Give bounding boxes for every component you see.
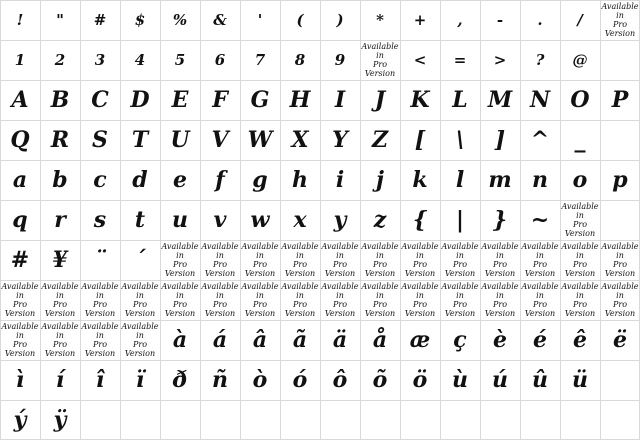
glyph-cell: q <box>12 207 28 233</box>
glyph-cell: ü <box>572 367 588 393</box>
glyph-cell: , <box>457 10 463 29</box>
glyph-cell: Y <box>332 127 348 153</box>
glyph-cell: w <box>250 207 270 233</box>
glyph-cell: n <box>532 167 548 193</box>
pro-version-placeholder: Available in Pro Version <box>561 242 599 278</box>
glyph-cell: ö <box>412 367 428 393</box>
glyph-cell: h <box>292 167 308 193</box>
pro-version-placeholder: Available in Pro Version <box>481 242 519 278</box>
glyph-cell: ë <box>613 327 627 353</box>
glyph-cell: ] <box>494 127 506 153</box>
glyph-cell: H <box>289 87 311 113</box>
glyph-cell: 9 <box>334 50 346 69</box>
glyph-cell: G <box>250 87 270 113</box>
glyph-cell: ¨ <box>94 247 106 273</box>
glyph-cell: F <box>212 87 228 113</box>
pro-version-placeholder: Available in Pro Version <box>321 242 359 278</box>
glyph-cell: ê <box>573 327 587 353</box>
pro-version-placeholder: Available in Pro Version <box>561 282 599 318</box>
glyph-cell: 6 <box>214 50 226 69</box>
glyph-cell: ã <box>292 327 308 353</box>
pro-version-placeholder: Available in Pro Version <box>41 322 79 358</box>
glyph-cell: 4 <box>134 50 146 69</box>
glyph-cell: ó <box>292 367 308 393</box>
glyph-cell: ì <box>15 367 25 393</box>
glyph-cell: î <box>95 367 105 393</box>
glyph-cell: t <box>134 207 146 233</box>
glyph-cell: p <box>612 167 628 193</box>
glyph-cell: g <box>252 167 268 193</box>
glyph-cell: y <box>333 207 347 233</box>
glyph-cell: í <box>55 367 65 393</box>
glyph-cell: V <box>211 127 229 153</box>
glyph-cell: > <box>493 50 507 69</box>
glyph-cell: $ <box>134 10 146 29</box>
pro-version-placeholder: Available in Pro Version <box>601 2 639 38</box>
glyph-cell: o <box>572 167 588 193</box>
pro-version-placeholder: Available in Pro Version <box>321 282 359 318</box>
glyph-cell: é <box>533 327 547 353</box>
glyph-cell: R <box>50 127 70 153</box>
glyph-cell: < <box>413 50 427 69</box>
glyph-cell: k <box>412 167 428 193</box>
pro-version-placeholder: Available in Pro Version <box>281 282 319 318</box>
glyph-cell: û <box>532 367 548 393</box>
glyph-cell: x <box>293 207 307 233</box>
pro-version-placeholder: Available in Pro Version <box>401 242 439 278</box>
pro-version-placeholder: Available in Pro Version <box>361 282 399 318</box>
glyph-cell: 1 <box>14 50 26 69</box>
glyph-cell: W <box>247 127 273 153</box>
pro-version-placeholder: Available in Pro Version <box>361 42 399 78</box>
glyph-cell: ý <box>13 407 27 433</box>
glyph-cell: / <box>577 10 583 29</box>
glyph-cell: ÿ <box>53 407 67 433</box>
glyph-cell: ú <box>492 367 508 393</box>
glyph-cell: I <box>334 87 346 113</box>
glyph-cell: a <box>12 167 28 193</box>
glyph-cell: b <box>52 167 68 193</box>
glyph-cell: ! <box>16 10 24 29</box>
glyph-cell: - <box>496 10 504 29</box>
glyph-cell: à <box>172 327 188 353</box>
glyph-cell: } <box>492 207 508 233</box>
glyph-cell: æ <box>409 327 431 353</box>
pro-version-placeholder: Available in Pro Version <box>601 282 639 318</box>
glyph-cell: & <box>213 10 227 29</box>
glyph-cell: 7 <box>254 50 266 69</box>
glyph-cell: s <box>93 207 107 233</box>
glyph-cell: r <box>54 207 66 233</box>
glyph-cell: 8 <box>294 50 306 69</box>
pro-version-placeholder: Available in Pro Version <box>41 282 79 318</box>
glyph-cell: ù <box>452 367 468 393</box>
glyph-cell: \ <box>455 127 465 153</box>
glyph-cell: i <box>335 167 345 193</box>
glyph-cell: @ <box>572 50 588 69</box>
glyph-cell: 5 <box>174 50 186 69</box>
glyph-cell: # <box>10 247 30 273</box>
glyph-cell: E <box>171 87 189 113</box>
pro-version-placeholder: Available in Pro Version <box>1 282 39 318</box>
glyph-cell: | <box>455 207 464 233</box>
pro-version-placeholder: Available in Pro Version <box>121 282 159 318</box>
pro-version-placeholder: Available in Pro Version <box>161 282 199 318</box>
glyph-cell: á <box>212 327 228 353</box>
pro-version-placeholder: Available in Pro Version <box>241 282 279 318</box>
pro-version-placeholder: Available in Pro Version <box>361 242 399 278</box>
glyph-cell: õ <box>372 367 388 393</box>
grid-line-horizontal <box>0 400 640 401</box>
pro-version-placeholder: Available in Pro Version <box>281 242 319 278</box>
pro-version-placeholder: Available in Pro Version <box>121 322 159 358</box>
pro-version-placeholder: Available in Pro Version <box>561 202 599 238</box>
glyph-cell: U <box>170 127 190 153</box>
glyph-cell: è <box>493 327 507 353</box>
glyph-cell: ´ <box>134 247 146 273</box>
glyph-cell: = <box>453 50 467 69</box>
glyph-cell: L <box>452 87 468 113</box>
pro-version-placeholder: Available in Pro Version <box>521 242 559 278</box>
glyph-cell: [ <box>414 127 426 153</box>
glyph-cell: z <box>373 207 387 233</box>
glyph-cell: S <box>92 127 108 153</box>
glyph-cell: C <box>91 87 109 113</box>
glyph-cell: * <box>376 10 384 29</box>
glyph-cell: ) <box>336 10 344 29</box>
glyph-cell: M <box>487 87 513 113</box>
glyph-cell: e <box>173 167 187 193</box>
pro-version-placeholder: Available in Pro Version <box>1 322 39 358</box>
glyph-cell: N <box>529 87 551 113</box>
glyph-cell: j <box>376 167 384 193</box>
glyph-cell: c <box>93 167 107 193</box>
glyph-cell: Z <box>371 127 389 153</box>
glyph-cell: " <box>56 10 64 29</box>
glyph-cell: 2 <box>54 50 66 69</box>
glyph-cell: ¥ <box>52 247 68 273</box>
glyph-cell: ( <box>296 10 304 29</box>
pro-version-placeholder: Available in Pro Version <box>521 282 559 318</box>
glyph-cell: { <box>412 207 428 233</box>
pro-version-placeholder: Available in Pro Version <box>81 322 119 358</box>
glyph-cell: P <box>611 87 629 113</box>
glyph-cell: f <box>215 167 225 193</box>
pro-version-placeholder: Available in Pro Version <box>81 282 119 318</box>
glyph-cell: ò <box>252 367 268 393</box>
glyph-cell: ~ <box>530 207 550 233</box>
glyph-cell: # <box>93 10 107 29</box>
glyph-cell: å <box>372 327 388 353</box>
glyph-cell: l <box>455 167 465 193</box>
glyph-cell: ï <box>135 367 145 393</box>
glyph-cell: u <box>172 207 188 233</box>
glyph-cell: A <box>11 87 29 113</box>
glyph-cell: B <box>50 87 70 113</box>
pro-version-placeholder: Available in Pro Version <box>201 282 239 318</box>
glyph-cell: D <box>130 87 150 113</box>
pro-version-placeholder: Available in Pro Version <box>441 242 479 278</box>
pro-version-placeholder: Available in Pro Version <box>481 282 519 318</box>
glyph-cell: ð <box>172 367 188 393</box>
glyph-cell: O <box>570 87 590 113</box>
glyph-cell: ç <box>453 327 467 353</box>
glyph-cell: % <box>172 10 188 29</box>
glyph-cell: â <box>252 327 268 353</box>
glyph-cell: Q <box>10 127 30 153</box>
glyph-cell: _ <box>574 127 586 153</box>
glyph-cell: m <box>488 167 512 193</box>
glyph-cell: K <box>410 87 430 113</box>
glyph-cell: . <box>537 10 543 29</box>
grid-line-vertical <box>600 0 601 440</box>
glyph-cell: ä <box>332 327 348 353</box>
glyph-cell: + <box>413 10 427 29</box>
glyph-cell: ô <box>332 367 348 393</box>
glyph-cell: v <box>213 207 227 233</box>
glyph-cell: ? <box>535 50 545 69</box>
glyph-cell: X <box>291 127 309 153</box>
glyph-cell: d <box>132 167 148 193</box>
glyph-cell: J <box>374 87 386 113</box>
glyph-cell: 3 <box>94 50 106 69</box>
pro-version-placeholder: Available in Pro Version <box>601 242 639 278</box>
pro-version-placeholder: Available in Pro Version <box>201 242 239 278</box>
pro-version-placeholder: Available in Pro Version <box>161 242 199 278</box>
pro-version-placeholder: Available in Pro Version <box>401 282 439 318</box>
pro-version-placeholder: Available in Pro Version <box>241 242 279 278</box>
glyph-cell: ñ <box>212 367 228 393</box>
glyph-cell: ' <box>257 10 263 29</box>
glyph-cell: ^ <box>530 127 550 153</box>
pro-version-placeholder: Available in Pro Version <box>441 282 479 318</box>
glyph-cell: T <box>131 127 149 153</box>
